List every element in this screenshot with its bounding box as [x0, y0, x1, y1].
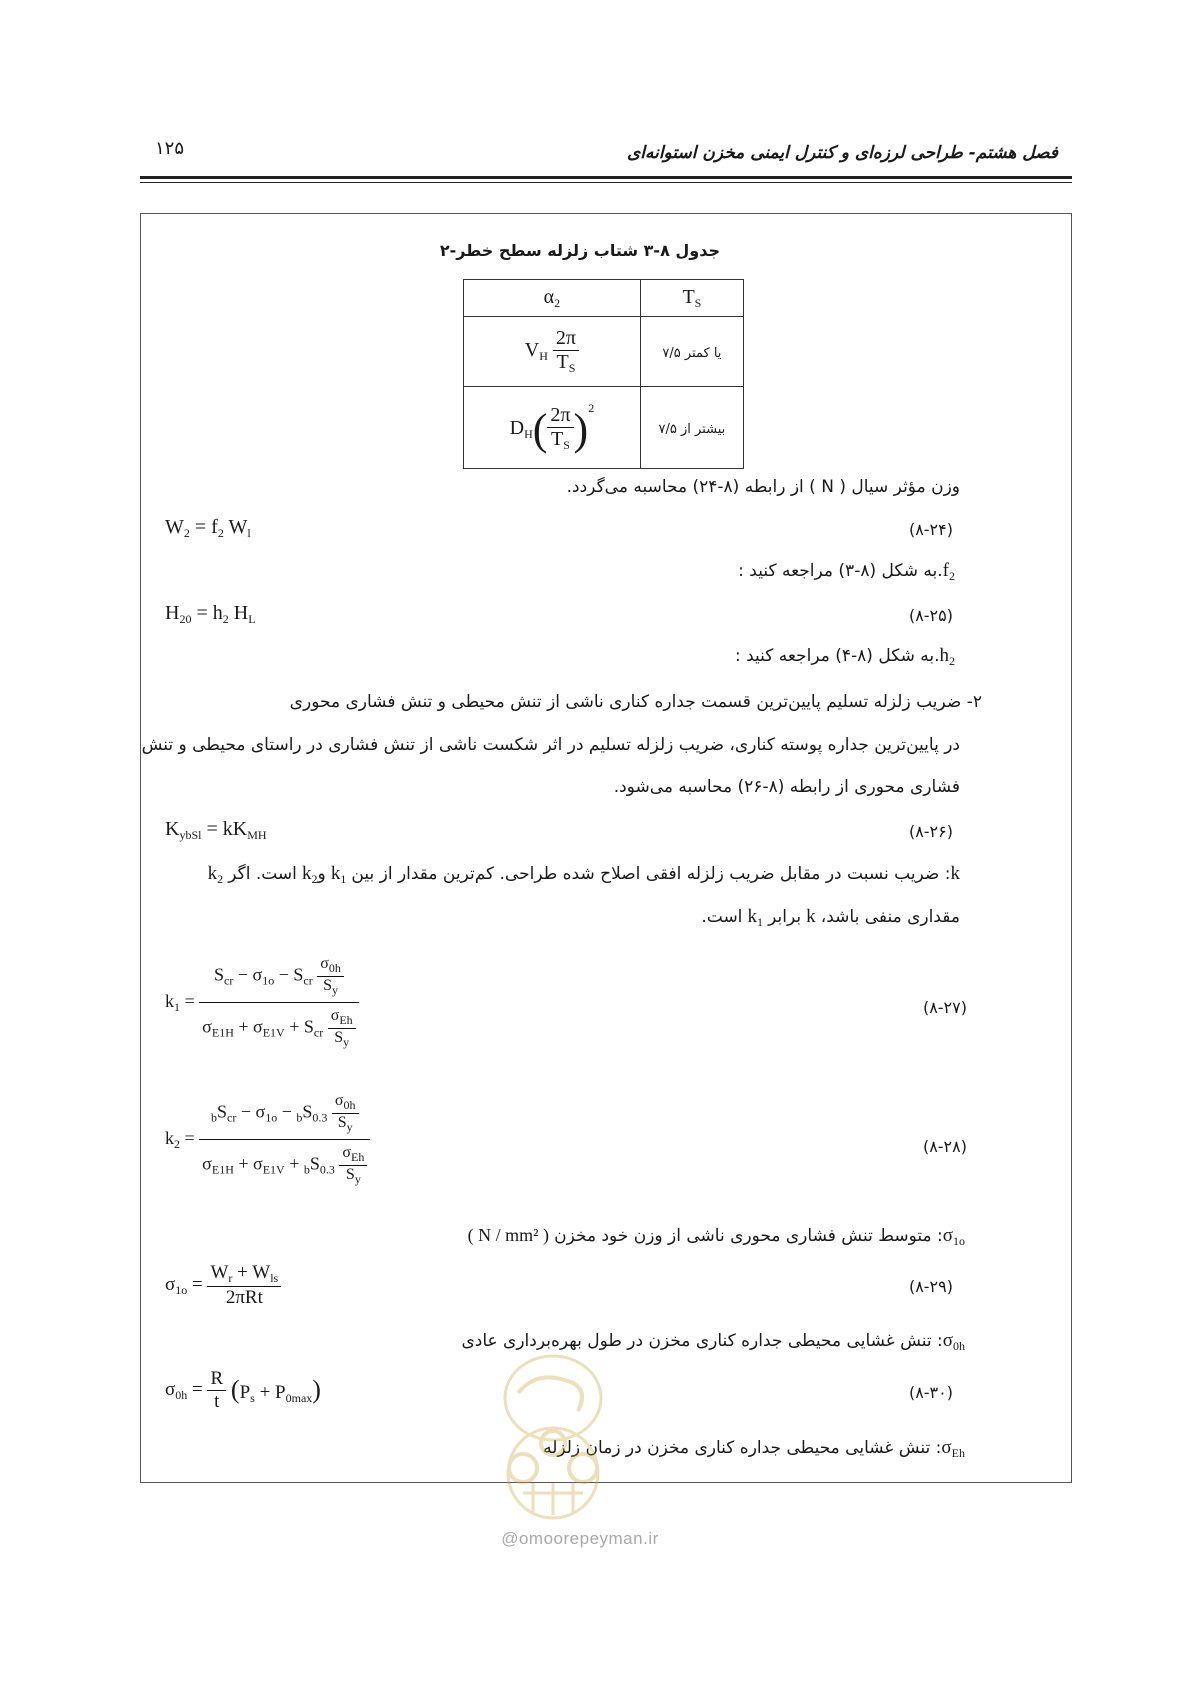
page-number: ۱۲۵ [155, 138, 185, 159]
equation-sigma0h: $\sigma_{0h}$ = $\frac{R}{t}$ $(P_s + P_{0max})$ [165, 1368, 321, 1412]
equation-h20: $H_{20} = h_2$ $H_L$ [165, 602, 256, 626]
table-header-ts: $T_S$ [640, 280, 743, 317]
item2-title: ۲- ضریب زلزله تسلیم پایین‌ترین قسمت جداره کناری ناشی از تنش محیطی و تنش فشاری محوری [289, 692, 982, 712]
definition-f2: : به شکل (۸-۳) مراجعه $کنید.f_2$ [738, 560, 955, 583]
definition-k-line2: مقداری منفی باشد، k برابر $k_1$ است. [701, 906, 960, 929]
table-header-alpha2: $\alpha_2$ [464, 280, 641, 317]
item2-line1: در پایین‌ترین جداره پوسته کناری، ضریب زلزله تسلیم در اثر شکست ناشی از تنش فشاری در راستای محیطی و تنش [141, 735, 960, 755]
item2-line2: فشاری محوری از رابطه (۸-۲۶) محاسبه می‌شود. [613, 777, 960, 797]
equation-number-30: (۸-۳۰) [908, 1383, 953, 1402]
equation-k1: $k_1$ = $S_{cr} - \sigma_{1o} - S_{cr}$ $\frac{\sigma_{0h}}{S_y}$ $\sigma_{E1H} + \sigma_{E1V} + S_{cr}$ $\frac{\sigma_{Eh}}{S_y}$ [165, 955, 359, 1050]
equation-sigma1o: $\sigma_{1o}$ = $\frac{W_r + W_{ls}}{\text{2πRt}}$ [165, 1262, 281, 1309]
equation-number-26: (۸-۲۶) [908, 822, 953, 841]
definition-sigma1o: $\sigma_{1o}$: متوسط تنش فشاری محوری ناشی از وزن خود مخزن ( N / mm² ) [467, 1225, 965, 1248]
watermark-url: @omoorepeyman.ir [501, 1529, 659, 1548]
equation-kybsl: $K_{ybSl} = kK_{MH}$ [165, 818, 267, 842]
table-cell-formula2: $D_H$( $\frac{2\pi}{T_S}$ )$^2$ [464, 387, 641, 469]
equation-number-27: (۸-۲۷) [922, 998, 967, 1017]
header-rule-thin [140, 182, 1072, 183]
definition-k-line1: k: ضریب نسبت در مقابل ضریب زلزله افقی اصلاح شده طراحی. کم‌ترین مقدار از بین $k_1$ وk$_2$ است. اگر $k_2$ [207, 863, 960, 886]
chapter-title: فصل هشتم- طراحی لرزه‌ای و کنترل ایمنی مخزن استوانه‌ای [626, 143, 1058, 163]
header-rule-thick [140, 176, 1072, 179]
equation-w2: $W_2 = f_2$ $W_l$ [165, 516, 251, 540]
paragraph-effective-weight: وزن مؤثر سیال ( N ) از رابطه (۸-۲۴) محاسبه می‌گردد. [566, 477, 960, 497]
definition-sigmaEh: $\sigma_{Eh}$: تنش غشایی محیطی جداره کناری مخزن در زمان زلزله [543, 1437, 965, 1460]
watermark-logo-icon [478, 1343, 628, 1543]
equation-number-25: (۸-۲۵) [908, 606, 953, 625]
table-cell-condition2: بیشتر از ۷/۵ [640, 387, 743, 469]
definition-sigma0h: $\sigma_{0h}$: تنش غشایی محیطی جداره کناری مخزن در طول بهره‌برداری عادی [461, 1330, 965, 1353]
equation-number-28: (۸-۲۸) [922, 1137, 967, 1156]
table-cell-condition1: ۷/۵ یا کمتر [640, 317, 743, 387]
equation-number-29: (۸-۲۹) [908, 1277, 953, 1296]
definition-h2: : به شکل (۸-۴) مراجعه $کنید.h_2$ [734, 645, 955, 668]
equation-k2: $k_2$ = $_bS_{cr} - \sigma_{1o} - _bS_{0.3}$ $\frac{\sigma_{0h}}{S_y}$ $\sigma_{E1H} + \sigma_{E1V} + _bS_{0.3}$ $\frac{\sigma_{Eh}}{S_y}$ [165, 1092, 370, 1187]
acceleration-table [463, 279, 744, 469]
table-cell-formula1: $V_H$ $\frac{2\pi}{T_S}$ [464, 317, 641, 387]
table-caption: جدول ۸-۳ شتاب زلزله سطح خطر-۲ [439, 241, 720, 260]
equation-number-24: (۸-۲۴) [908, 520, 953, 539]
